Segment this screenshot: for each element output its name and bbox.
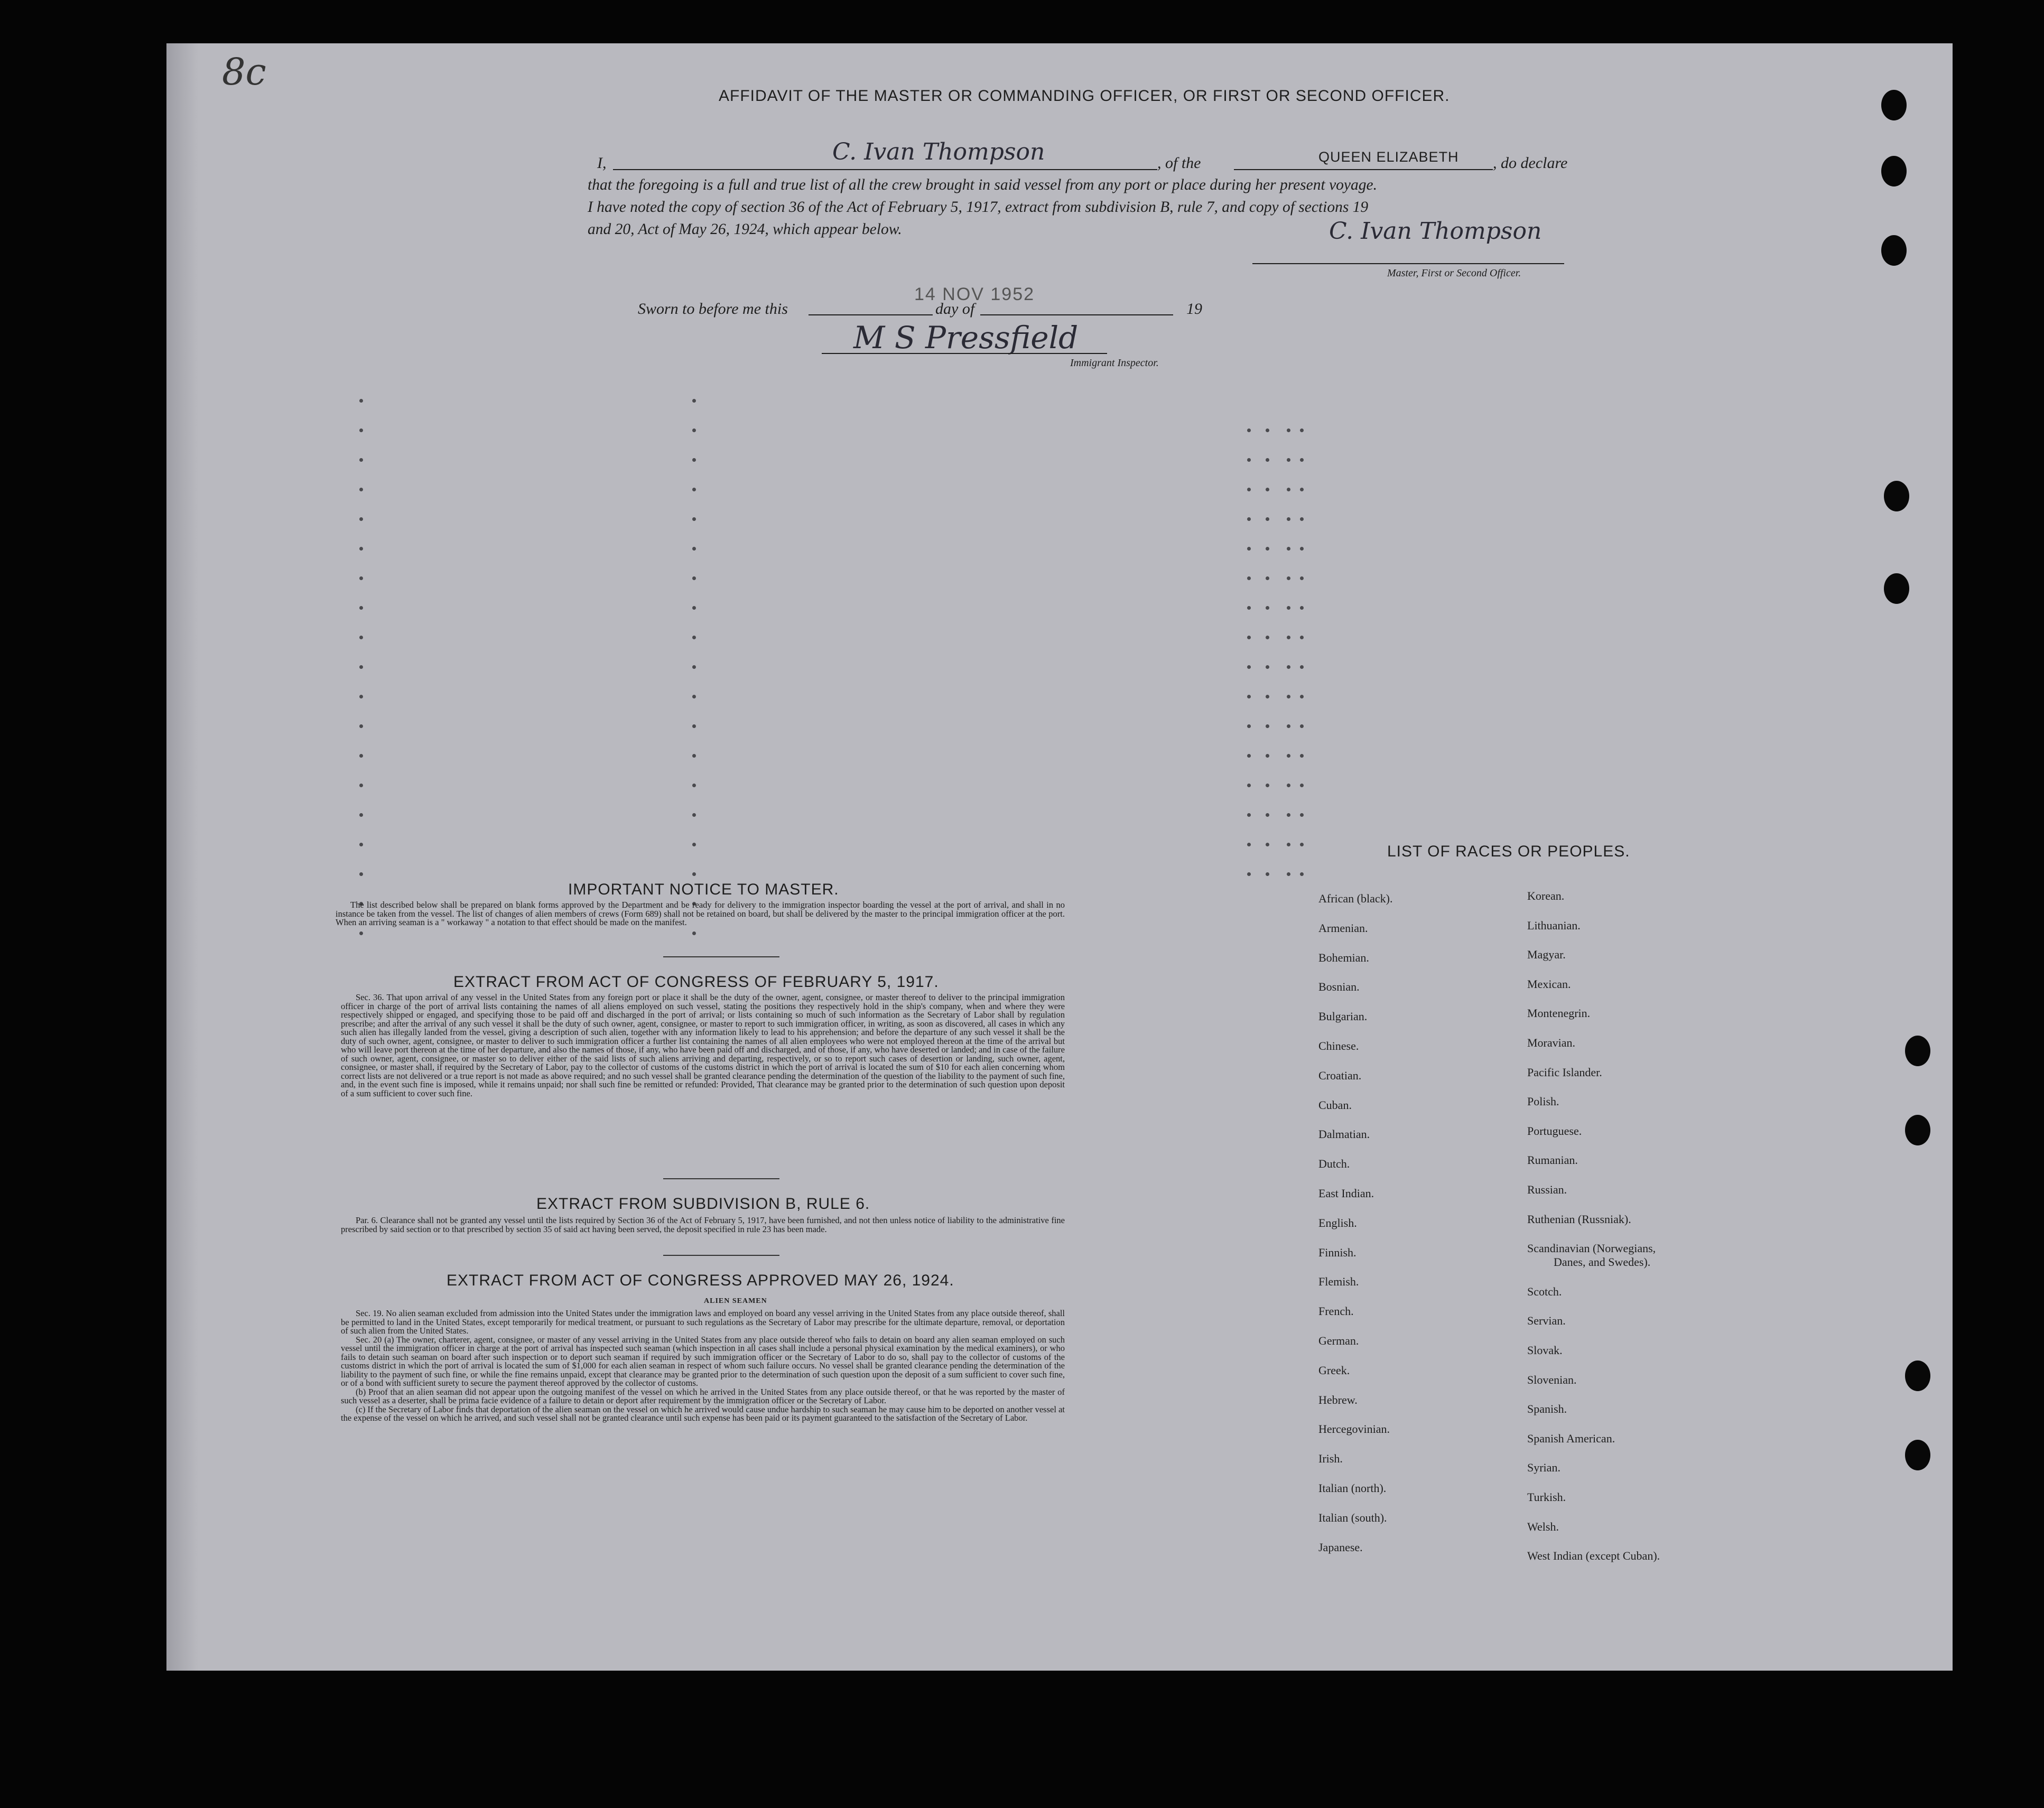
- binder-hole: [1905, 1360, 1930, 1391]
- leader-dot: [1300, 517, 1304, 521]
- sec-19-paragraph: Sec. 19. No alien seaman excluded from admission into the United States under the immigration laws and employed on board any vessel arriving in the United States from any place outside thereof, shall be permitted to land in the United States, except temporarily for medical treatment, or pursuant to such regulations as the Secretary of Labor may prescribe for the ultimate departure, removal, or deportation of such alien from the United States.: [341, 1308, 1065, 1336]
- leader-dot: [1300, 428, 1304, 432]
- leader-dot: [359, 784, 363, 787]
- year-prefix: 19: [1186, 300, 1202, 318]
- document-page: [166, 43, 1953, 1671]
- leader-dot: [359, 517, 363, 521]
- notice-title: IMPORTANT NOTICE TO MASTER.: [568, 881, 839, 898]
- leader-dot: [1266, 784, 1269, 787]
- page-edge-shadow: [166, 43, 198, 1671]
- leader-dot: [1300, 576, 1304, 580]
- affidavit-line-2: that the foregoing is a full and true list of all the crew brought in said vessel from any port or place during her present voyage.: [588, 176, 1377, 193]
- extract-1924-text: [341, 1309, 1065, 1423]
- leader-dot: [1287, 428, 1290, 432]
- race-item: English.: [1318, 1216, 1357, 1229]
- leader-dot: [1247, 724, 1251, 728]
- leader-dot: [692, 843, 696, 846]
- leader-dot: [359, 547, 363, 551]
- leader-dot: [1300, 458, 1304, 462]
- leader-dot: [1247, 813, 1251, 817]
- leader-dot: [1287, 754, 1290, 758]
- leader-dot: [1300, 843, 1304, 846]
- leader-dot: [1266, 695, 1269, 698]
- race-item: Finnish.: [1318, 1245, 1357, 1259]
- race-item: Magyar.: [1527, 948, 1566, 962]
- leader-dot: [359, 843, 363, 846]
- race-item: Croatian.: [1318, 1068, 1362, 1082]
- leader-dot: [359, 488, 363, 491]
- leader-dot: [1287, 576, 1290, 580]
- race-item: Mexican.: [1527, 977, 1571, 991]
- race-item: Spanish American.: [1527, 1431, 1615, 1445]
- leader-dot: [1266, 606, 1269, 610]
- race-item: Slovak.: [1527, 1344, 1563, 1357]
- binder-hole: [1881, 235, 1907, 266]
- affidavit-line-4: and 20, Act of May 26, 1924, which appear below.: [588, 221, 902, 238]
- leader-dot: [692, 517, 696, 521]
- leader-dot: [1247, 695, 1251, 698]
- leader-dot: [1247, 428, 1251, 432]
- notice-paragraph: The list described below shall be prepared on blank forms approved by the Department and be ready for delivery to the immigration inspector boarding the vessel at the port of arrival, and shall in no instance be taken from the vessel. The list of changes of alien members of crews (Form 689) shall not be retained on board, but shall be delivered by the master to the principal immigration officer at the port. When an arriving seaman is a " workaway " a notation to that effect should be made on the manifest.: [336, 900, 1065, 927]
- sec-20c-paragraph: (c) If the Secretary of Labor finds that deportation of the alien seaman on the vessel on which he arrived would cause undue hardship to such seaman he may cause him to be deported on another vessel at the expense of the vessel on which he arrived, and such vessel shall not be granted clearance until such expense has been paid or its payment guaranteed to the satisfaction of the Secretary of Labor.: [341, 1404, 1065, 1423]
- leader-dot: [692, 754, 696, 758]
- section-divider: [663, 1178, 779, 1179]
- race-item: Scandinavian (Norwegians,: [1527, 1242, 1656, 1255]
- sec-20a-paragraph: Sec. 20 (a) The owner, charterer, agent, consignee, or master of any vessel arriving in the United States from any place outside thereof who fails to detain on board any alien seaman employed on such vessel until the immigration officer in charge at the port of arrival has inspected such seaman (which inspection in all cases shall include a personal physical examination by the medical examiners), or who fails to detain such seaman on board after such inspection or to deport such seaman if required by such immigration officer or the Secretary of Labor to do so, shall pay to the collector of customs of the customs district in which the port of arrival is located the sum of $1,000 for each alien seaman in respect of whom such failure occurs. No vessel shall be granted clearance pending the determination of the liability to the payment of such fine, or while the fine remains unpaid, except that clearance may be granted prior to the determination of such question upon the deposit of a sum sufficient to cover such fine, or of a bond with sufficient surety to secure the payment thereof approved by the collector of customs.: [341, 1334, 1065, 1388]
- race-item: Syrian.: [1527, 1461, 1560, 1475]
- leader-dot: [359, 754, 363, 758]
- leader-dot: [692, 576, 696, 580]
- extract-1917-text: [341, 993, 1065, 1098]
- leader-dot: [1287, 488, 1290, 491]
- leader-dot: [1247, 458, 1251, 462]
- race-item: Bosnian.: [1318, 980, 1360, 994]
- leader-dot: [359, 724, 363, 728]
- race-item: Lithuanian.: [1527, 918, 1581, 932]
- leader-dot: [359, 695, 363, 698]
- leader-dot: [1247, 547, 1251, 551]
- race-item: Montenegrin.: [1527, 1006, 1591, 1020]
- signer-name-line: [613, 169, 1157, 170]
- race-item: Scotch.: [1527, 1284, 1562, 1298]
- race-item: Greek.: [1318, 1363, 1350, 1377]
- leader-dot: [1287, 665, 1290, 669]
- leader-dot: [692, 813, 696, 817]
- leader-dot: [1287, 695, 1290, 698]
- leader-dot: [1300, 606, 1304, 610]
- race-item: Danes, and Swedes).: [1554, 1255, 1651, 1269]
- leader-dot: [1266, 724, 1269, 728]
- notice-text: [336, 901, 1065, 927]
- affidavit-title: AFFIDAVIT OF THE MASTER OR COMMANDING OFFICER, OR FIRST OR SECOND OFFICER.: [719, 87, 1450, 105]
- sworn-day-line: [809, 314, 933, 315]
- leader-dot: [1287, 606, 1290, 610]
- race-item: Italian (south).: [1318, 1511, 1387, 1524]
- sworn-month-line: [980, 314, 1173, 315]
- leader-dot: [1266, 636, 1269, 639]
- leader-dot: [1287, 458, 1290, 462]
- race-item: Russian.: [1527, 1183, 1567, 1196]
- race-item: West Indian (except Cuban).: [1527, 1549, 1660, 1563]
- binder-hole: [1881, 156, 1907, 187]
- leader-dot: [359, 931, 363, 935]
- leader-dot: [1287, 872, 1290, 876]
- affidavit-line-3: I have noted the copy of section 36 of the Act of February 5, 1917, extract from subdivision B, rule 7, and copy of sections 19: [588, 199, 1369, 216]
- leader-dot: [1266, 872, 1269, 876]
- margin-annotation: 8c: [222, 50, 266, 94]
- leader-dot: [1266, 754, 1269, 758]
- race-item: Japanese.: [1318, 1540, 1363, 1554]
- leader-dot: [1300, 784, 1304, 787]
- race-item: Armenian.: [1318, 921, 1368, 935]
- leader-dot: [692, 784, 696, 787]
- subdivision-b-text: [341, 1216, 1065, 1234]
- race-item: African (black).: [1318, 892, 1393, 905]
- leader-dot: [359, 399, 363, 403]
- leader-dot: [1247, 665, 1251, 669]
- signer-name-signature: C. Ivan Thompson: [832, 138, 1045, 165]
- race-item: Italian (north).: [1318, 1481, 1387, 1495]
- race-item: Ruthenian (Russniak).: [1527, 1212, 1631, 1226]
- leader-dot: [359, 576, 363, 580]
- leader-dot: [1247, 488, 1251, 491]
- leader-dot: [1247, 754, 1251, 758]
- leader-dot: [1300, 872, 1304, 876]
- leader-dot: [692, 636, 696, 639]
- affidavit-of-the: , of the: [1157, 154, 1201, 172]
- leader-dot: [359, 606, 363, 610]
- section-divider: [663, 956, 779, 957]
- leader-dot: [1247, 576, 1251, 580]
- binder-hole: [1905, 1440, 1930, 1470]
- races-list-title: LIST OF RACES OR PEOPLES.: [1387, 843, 1630, 860]
- leader-dot: [1287, 843, 1290, 846]
- leader-dot: [692, 458, 696, 462]
- leader-dot: [1247, 784, 1251, 787]
- inspector-signature-line: [822, 353, 1107, 354]
- leader-dot: [1287, 547, 1290, 551]
- master-signature: C. Ivan Thompson: [1329, 218, 1542, 245]
- race-item: Rumanian.: [1527, 1153, 1578, 1167]
- race-item: Bulgarian.: [1318, 1010, 1368, 1023]
- sec-20b-paragraph: (b) Proof that an alien seaman did not appear upon the outgoing manifest of the vessel on which he arrived in the United States from any place outside thereof, or that he was reported by the master of such vessel as a deserter, shall be prima facie evidence of a failure to detain or deport after requirement by the immigration officer or the Secretary of Labor.: [341, 1386, 1065, 1405]
- ship-name-line: [1234, 169, 1493, 170]
- leader-dot: [359, 636, 363, 639]
- race-item: Polish.: [1527, 1095, 1559, 1108]
- race-item: Welsh.: [1527, 1520, 1559, 1533]
- leader-dot: [1247, 517, 1251, 521]
- leader-dot: [692, 428, 696, 432]
- leader-dot: [692, 931, 696, 935]
- leader-dot: [692, 724, 696, 728]
- race-item: German.: [1318, 1334, 1359, 1347]
- race-item: Servian.: [1527, 1314, 1566, 1328]
- inspector-caption: Immigrant Inspector.: [1070, 357, 1159, 369]
- binder-hole: [1905, 1115, 1930, 1145]
- binder-hole: [1881, 90, 1907, 120]
- leader-dot: [1287, 517, 1290, 521]
- subdivision-b-title: EXTRACT FROM SUBDIVISION B, RULE 6.: [536, 1195, 870, 1213]
- leader-dot: [692, 606, 696, 610]
- race-item: East Indian.: [1318, 1187, 1374, 1200]
- inspector-signature: M S Pressfield: [853, 320, 1079, 356]
- leader-dot: [1300, 488, 1304, 491]
- leader-dot: [692, 665, 696, 669]
- leader-dot: [1247, 872, 1251, 876]
- leader-dot: [1266, 458, 1269, 462]
- day-of: day of: [935, 300, 975, 318]
- leader-dot: [359, 813, 363, 817]
- leader-dot: [359, 872, 363, 876]
- alien-seamen-heading: ALIEN SEAMEN: [704, 1297, 767, 1305]
- extract-1924-title: EXTRACT FROM ACT OF CONGRESS APPROVED MAY 26, 1924.: [447, 1272, 954, 1289]
- leader-dot: [692, 399, 696, 403]
- extract-1917-paragraph: Sec. 36. That upon arrival of any vessel in the United States from any foreign port or place it shall be the duty of the owner, agent, consignee, or master thereof to deliver to the principal immigration officer in charge of the port of arrival lists containing the names of all aliens employed on such vessel, stating the positions they respectively hold in the ship's company, when and where they were respectively shipped or engaged, and specifying those to be paid off and discharged in the port of arrival; or lists containing so much of such information as the Secretary of Labor shall by regulation prescribe; and after the arrival of any such vessel it shall be the duty of such owner, agent, consignee, or master to report to such immigration officer, in writing, as soon as discovered, all cases in which any such alien has illegally landed from the vessel, giving a description of such alien, together with any information likely to lead to his apprehension; and before the departure of any such vessel it shall be the duty of such owner, agent, consignee, or master to deliver to such immigration officer a further list containing the names of all alien employees who were not employed thereon at the time of the arrival but who will leave port thereon at the time of her departure, and also the names of those, if any, who have been paid off and discharged, and of those, if any, who have deserted or landed; and in case of the failure of such owner, agent, consignee, or master so to deliver either of the said lists of such aliens arriving and departing, respectively, or so to report such cases of desertion or landing, such owner, agent, consignee, or master shall, if required by the Secretary of Labor, pay to the collector of customs of the customs district in which the port of arrival is located the sum of $10 for each alien concerning whom correct lists are not delivered or a true report is not made as above required; and no such vessel shall be granted clearance pending the determination of the question of the liability to the payment of such fine, and, in the event such fine is imposed, while it remains unpaid; nor shall such fine be remitted or refunded: Provided, That clearance may be granted prior to the determination of such question upon deposit of a sum sufficient to cover such fine.: [341, 992, 1065, 1098]
- leader-dot: [1300, 813, 1304, 817]
- race-item: Pacific Islander.: [1527, 1065, 1602, 1079]
- binder-hole: [1884, 481, 1909, 511]
- binder-hole: [1905, 1036, 1930, 1066]
- subdivision-b-paragraph: Par. 6. Clearance shall not be granted any vessel until the lists required by Section 36 of the Act of February 5, 1917, have been furnished, and not then unless notice of liability to the administrative fine prescribed by said section or to that prescribed by section 35 of said act having been served, the deposit specified in rule 23 has been made.: [341, 1215, 1065, 1234]
- leader-dot: [1287, 813, 1290, 817]
- leader-dot: [1287, 636, 1290, 639]
- race-item: Dalmatian.: [1318, 1127, 1370, 1141]
- race-item: Irish.: [1318, 1452, 1343, 1466]
- leader-dot: [1266, 843, 1269, 846]
- race-item: Spanish.: [1527, 1402, 1567, 1416]
- extract-1917-title: EXTRACT FROM ACT OF CONGRESS OF FEBRUARY 5, 1917.: [453, 973, 939, 991]
- leader-dot: [692, 872, 696, 876]
- leader-dot: [1266, 547, 1269, 551]
- leader-dot: [1300, 754, 1304, 758]
- race-item: Flemish.: [1318, 1275, 1359, 1289]
- affidavit-i: I,: [597, 154, 607, 172]
- ship-name: QUEEN ELIZABETH: [1318, 149, 1459, 165]
- leader-dot: [1266, 665, 1269, 669]
- leader-dot: [1300, 547, 1304, 551]
- race-item: Slovenian.: [1527, 1373, 1577, 1386]
- leader-dot: [1287, 724, 1290, 728]
- leader-dot: [692, 488, 696, 491]
- master-caption: Master, First or Second Officer.: [1387, 267, 1521, 279]
- race-item: Hebrew.: [1318, 1393, 1358, 1406]
- leader-dot: [359, 665, 363, 669]
- leader-dot: [359, 428, 363, 432]
- leader-dot: [1300, 665, 1304, 669]
- leader-dot: [1266, 488, 1269, 491]
- leader-dot: [1300, 636, 1304, 639]
- leader-dot: [359, 458, 363, 462]
- race-item: Turkish.: [1527, 1490, 1566, 1504]
- leader-dot: [1300, 695, 1304, 698]
- leader-dot: [1287, 784, 1290, 787]
- leader-dot: [1247, 636, 1251, 639]
- race-item: Chinese.: [1318, 1039, 1359, 1052]
- sworn-prefix: Sworn to before me this: [638, 300, 788, 318]
- leader-dot: [1300, 724, 1304, 728]
- leader-dot: [1266, 576, 1269, 580]
- date-stamp: 14 NOV 1952: [914, 284, 1035, 304]
- leader-dot: [1247, 843, 1251, 846]
- leader-dot: [692, 547, 696, 551]
- leader-dot: [1247, 606, 1251, 610]
- leader-dot: [1266, 813, 1269, 817]
- race-item: Dutch.: [1318, 1157, 1350, 1171]
- race-item: French.: [1318, 1304, 1354, 1318]
- race-item: Hercegovinian.: [1318, 1422, 1390, 1436]
- race-item: Moravian.: [1527, 1036, 1576, 1049]
- race-item: Bohemian.: [1318, 950, 1369, 964]
- race-item: Korean.: [1527, 889, 1565, 902]
- master-signature-line: [1252, 263, 1564, 264]
- race-item: Cuban.: [1318, 1098, 1352, 1112]
- race-item: Portuguese.: [1527, 1124, 1582, 1138]
- binder-hole: [1884, 573, 1909, 604]
- section-divider: [663, 1255, 779, 1256]
- leader-dot: [692, 695, 696, 698]
- leader-dot: [1266, 517, 1269, 521]
- leader-dot: [1266, 428, 1269, 432]
- affidavit-do-declare: , do declare: [1493, 154, 1568, 172]
